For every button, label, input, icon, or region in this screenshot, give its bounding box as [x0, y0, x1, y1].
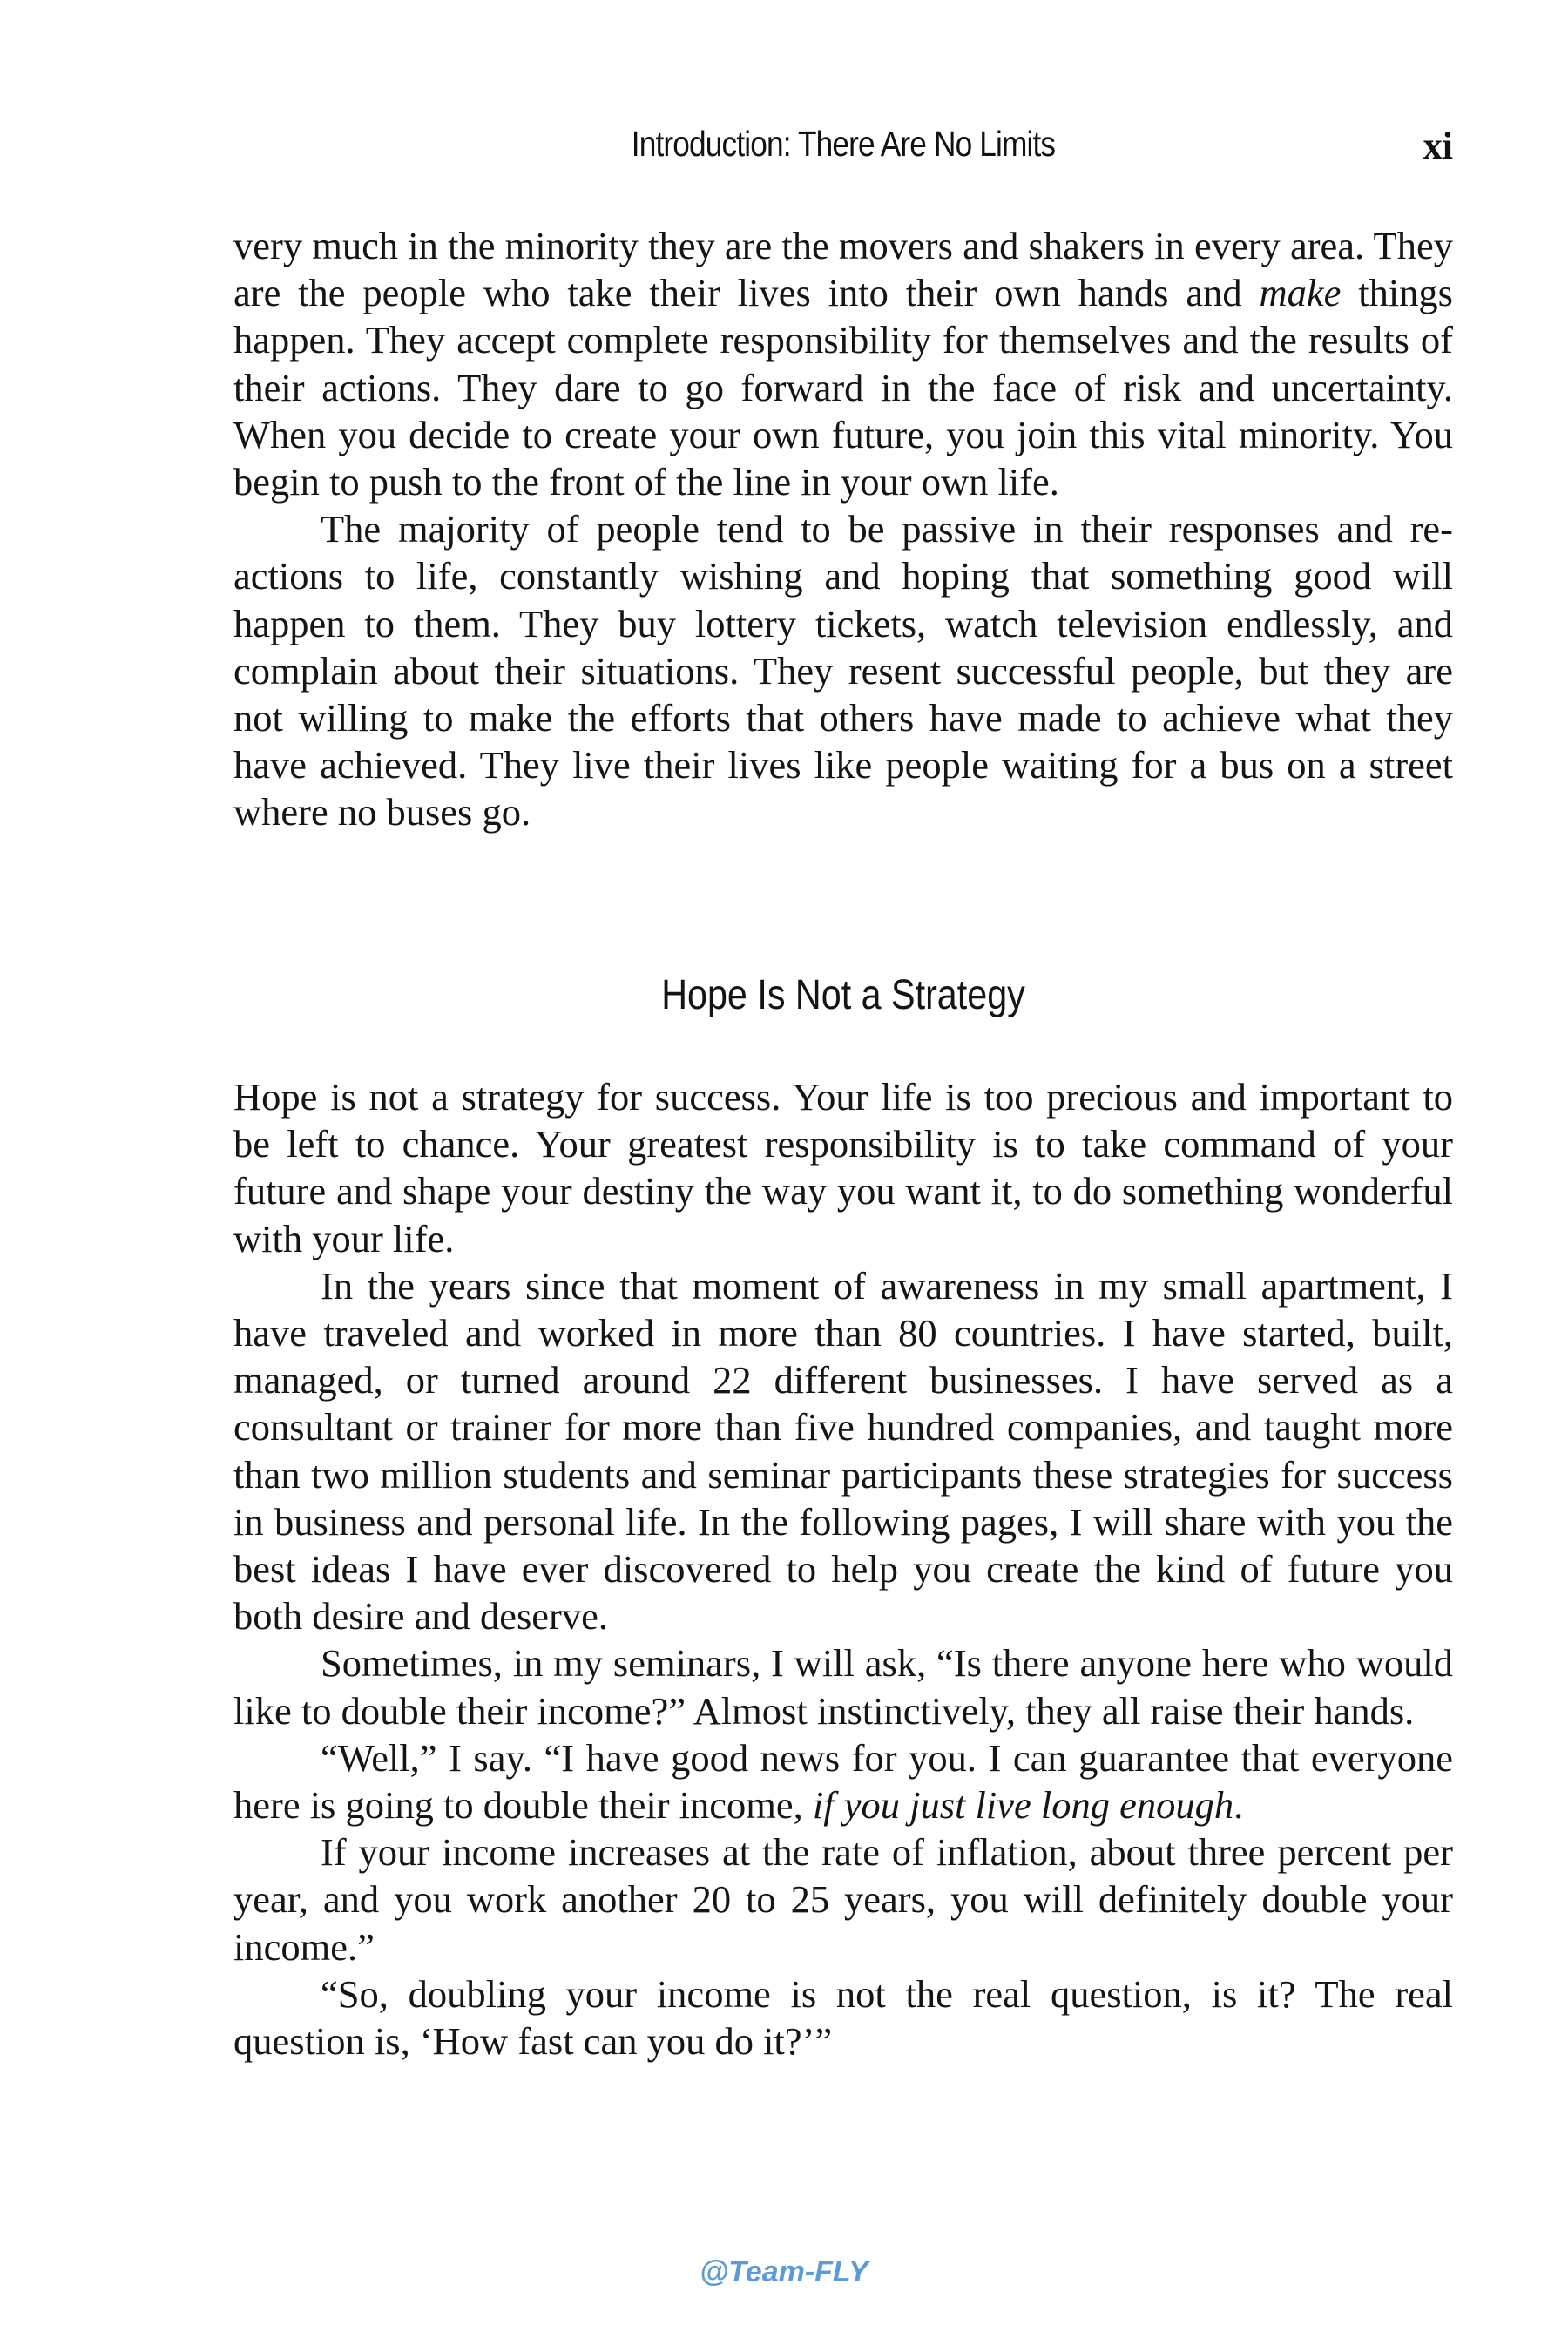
- body-text-before-heading: [233, 222, 1453, 836]
- section-heading: Hope Is Not a Strategy: [661, 972, 1025, 1018]
- paragraph-text: very much in the minority they are the movers and shakers in every area. They are the people who take their lives into their own hands and: [233, 224, 1453, 315]
- paragraph-text: .: [1233, 1783, 1244, 1828]
- paragraph-continuation: [233, 222, 1453, 505]
- running-head-title: Introduction: There Are No Limits: [631, 124, 1056, 164]
- paragraph: In the years since that moment of awareness in my small apartment, I have traveled and worked in more than 80 countries. I have started, built, managed, or turned around 22 different businesses. I have served as a consultant or trainer for more than five hundred companies, and taught more than two million students and seminar participants these strategies for success in business and personal life. In the following pages, I will share with you the best ideas I have ever discovered to help you create the kind of future you both desire and deserve.: [233, 1263, 1453, 1639]
- watermark-link[interactable]: @Team-FLY: [700, 2255, 868, 2288]
- emphasis-text: make: [1259, 271, 1342, 315]
- paragraph: The majority of people tend to be passive in their responses and reactions to life, constantly wishing and hoping that something good will happen to them. They buy lottery tickets, watch television endlessly, and complain about their situations. They resent successful people, but they are not willing to make the efforts that others have made to achieve what they have achieved. They live their lives like people waiting for a bus on a street where no buses go.: [233, 507, 1453, 835]
- paragraph-text: things happen. They accept complete responsibility for themselves and the results of their actions. They dare to go forward in the face of risk and uncertainty. When you decide to create your own future, you join this vital minority. You begin to push to the front of the line in your own life.: [233, 271, 1453, 504]
- paragraph-text: “Well,” I say. “I have good news for you. I can guarantee that everyone here is going to double their income,: [233, 1735, 1453, 1828]
- body-text-after-heading: [233, 1073, 1453, 2065]
- paragraph: If your income increases at the rate of inflation, about three percent per year, and you work another 20 to 25 years, you will definitely double your income.”: [233, 1830, 1453, 1969]
- page-number: xi: [1423, 125, 1453, 167]
- paragraph: Sometimes, in my seminars, I will ask, “Is there anyone here who would like to double their income?” Almost instinctively, they all raise their hands.: [233, 1641, 1453, 1733]
- running-head: [233, 124, 1453, 176]
- paragraph-first: Hope is not a strategy for success. Your life is too precious and important to be left to chance. Your greatest responsibility is to take command of your future and shape your destiny the way you want it, to do something wonderful with your life.: [233, 1075, 1453, 1260]
- emphasis-text: if you just live long enough: [812, 1783, 1234, 1828]
- paragraph: [233, 1734, 1453, 1828]
- paragraph: “So, doubling your income is not the real question, is it? The real question is, ‘How fast can you do it?’”: [233, 1971, 1453, 2064]
